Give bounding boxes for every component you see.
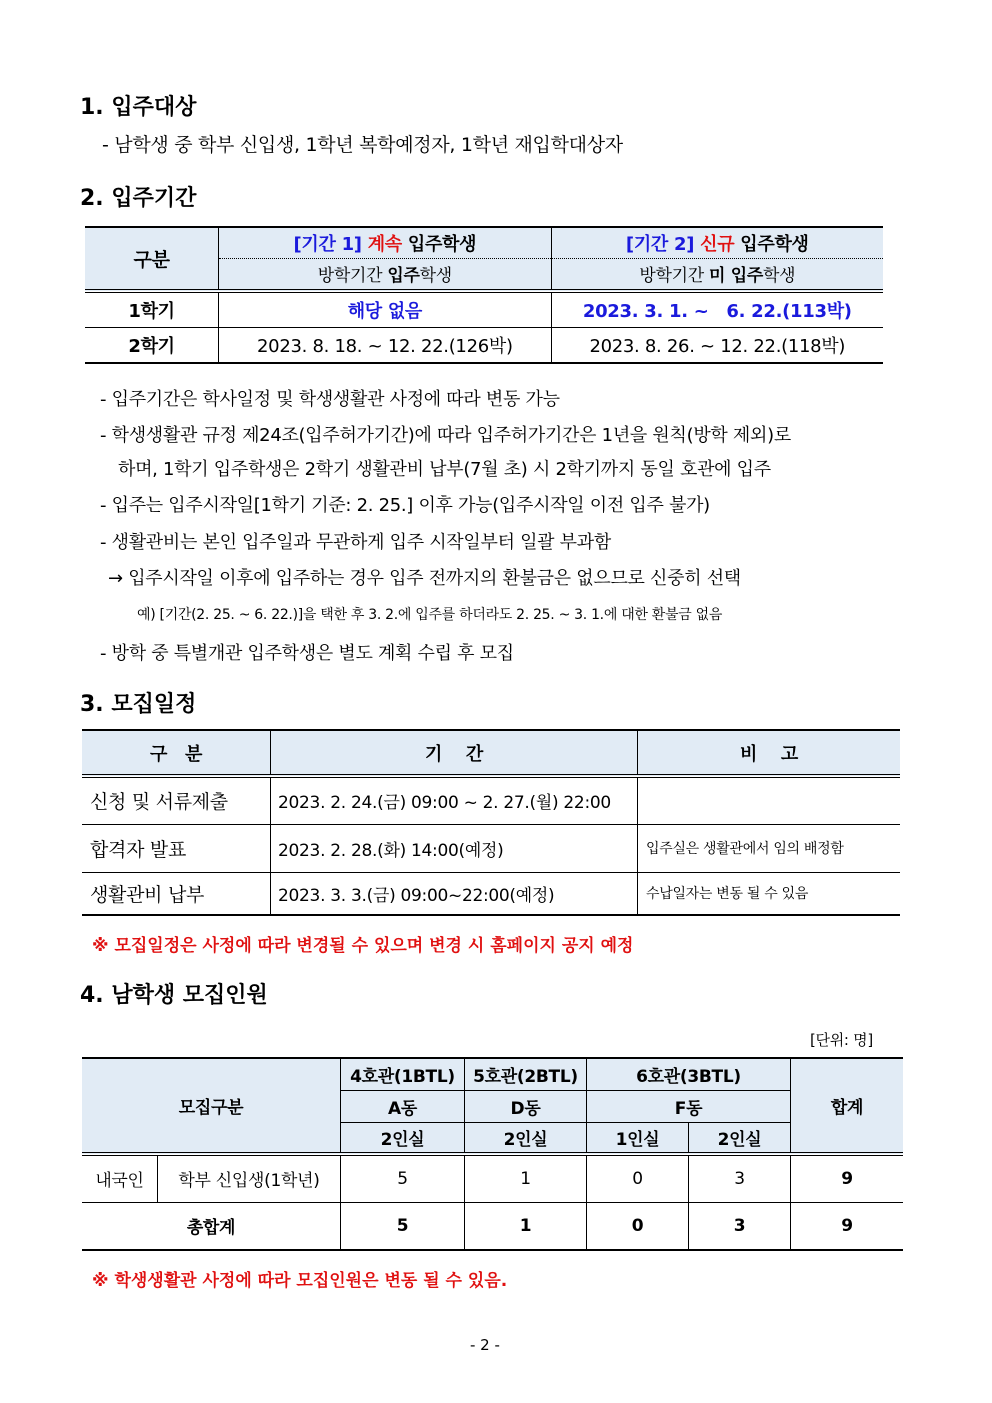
schedule-note: 입주실은 생활관에서 임의 배정함	[638, 824, 901, 872]
section-3-title: 3. 모집일정	[80, 692, 197, 717]
hall-header: 5호관(2BTL)	[465, 1058, 587, 1090]
note-line: - 입주는 입주시작일[1학기 기준: 2. 25.] 이후 가능(입주시작일 이전 입주 불가)	[100, 495, 710, 516]
schedule-period: 2023. 2. 28.(화) 14:00(예정)	[271, 824, 638, 872]
period-table	[85, 226, 883, 364]
page-number: - 2 -	[470, 1336, 500, 1354]
semester-label: 1학기	[85, 291, 219, 327]
note-line: 하며, 1학기 입주학생은 2학기 생활관비 납부(7월 초) 시 2학기까지 동일 호관에 입주	[118, 459, 771, 480]
note-line: - 학생생활관 규정 제24조(입주허가기간)에 따라 입주허가기간은 1년을 원칙(방학 제외)로	[100, 425, 791, 446]
building-header: F동	[587, 1090, 791, 1122]
section-1-bullet: - 남학생 중 학부 신입생, 1학년 복학예정자, 1학년 재입학대상자	[102, 134, 623, 156]
capacity-header-category: 모집구분	[82, 1058, 341, 1154]
schedule-item: 생활관비 납부	[82, 872, 271, 915]
building-header: A동	[341, 1090, 465, 1122]
period-2-header: [기간 2] 신규 입주학생	[551, 227, 883, 258]
capacity-value: 0	[587, 1154, 689, 1202]
schedule-item: 신청 및 서류제출	[82, 776, 271, 824]
period-1-header: [기간 1] 계속 입주학생	[219, 227, 551, 258]
building-header: D동	[465, 1090, 587, 1122]
hall-header: 6호관(3BTL)	[587, 1058, 791, 1090]
capacity-value: 1	[465, 1154, 587, 1202]
note-line: - 생활관비는 본인 입주일과 무관하게 입주 시작일부터 일괄 부과함	[100, 532, 611, 553]
unit-label: [단위: 명]	[810, 1031, 873, 1049]
note-line: - 방학 중 특별개관 입주학생은 별도 계획 수립 후 모집	[100, 643, 514, 664]
note-line: - 입주기간은 학사일정 및 학생생활관 사정에 따라 변동 가능	[100, 389, 560, 410]
period-cell: 해당 없음	[219, 291, 551, 327]
schedule-header-period: 기 간	[271, 730, 638, 776]
section-4-title: 4. 남학생 모집인원	[80, 983, 268, 1008]
schedule-note: 수납일자는 변동 될 수 있음	[638, 872, 901, 915]
schedule-table	[82, 729, 900, 916]
schedule-header-item: 구 분	[82, 730, 271, 776]
semester-label: 2학기	[85, 327, 219, 363]
room-header: 1인실	[587, 1122, 689, 1154]
capacity-group: 내국인	[82, 1154, 158, 1202]
section-1-title: 1. 입주대상	[80, 95, 197, 120]
room-header: 2인실	[465, 1122, 587, 1154]
section-2-title: 2. 입주기간	[80, 186, 197, 211]
schedule-item: 합격자 발표	[82, 824, 271, 872]
period-2-subheader: 방학기간 미 입주학생	[551, 258, 883, 291]
period-1-subheader: 방학기간 입주학생	[219, 258, 551, 291]
grand-total-value: 5	[341, 1202, 465, 1250]
period-table-corner: 구분	[85, 227, 219, 291]
grand-total-value: 1	[465, 1202, 587, 1250]
schedule-period: 2023. 3. 3.(금) 09:00~22:00(예정)	[271, 872, 638, 915]
grand-total-label: 총합계	[82, 1202, 341, 1250]
capacity-value: 3	[689, 1154, 791, 1202]
schedule-header-note: 비 고	[638, 730, 901, 776]
period-cell: 2023. 8. 26. ~ 12. 22.(118박)	[551, 327, 883, 363]
capacity-header-total: 합계	[791, 1058, 904, 1154]
note-line: → 입주시작일 이후에 입주하는 경우 입주 전까지의 환불금은 없으므로 신중히 선택	[108, 568, 741, 589]
room-header: 2인실	[341, 1122, 465, 1154]
grand-total-value: 0	[587, 1202, 689, 1250]
capacity-label: 학부 신입생(1학년)	[158, 1154, 341, 1202]
capacity-warning: ※ 학생생활관 사정에 따라 모집인원은 변동 될 수 있음.	[92, 1271, 508, 1291]
period-cell: 2023. 3. 1. ~ 6. 22.(113박)	[551, 291, 883, 327]
capacity-row-total: 9	[791, 1154, 904, 1202]
period-cell: 2023. 8. 18. ~ 12. 22.(126박)	[219, 327, 551, 363]
schedule-note	[638, 776, 901, 824]
room-header: 2인실	[689, 1122, 791, 1154]
note-example: 예) [기간(2. 25. ~ 6. 22.)]을 택한 후 3. 2.에 입주를 하더라도 2. 25. ~ 3. 1.에 대한 환불금 없음	[137, 607, 723, 623]
schedule-warning: ※ 모집일정은 사정에 따라 변경될 수 있으며 변경 시 홈페이지 공지 예정	[92, 936, 634, 956]
schedule-period: 2023. 2. 24.(금) 09:00 ~ 2. 27.(월) 22:00	[271, 776, 638, 824]
hall-header: 4호관(1BTL)	[341, 1058, 465, 1090]
grand-total-sum: 9	[791, 1202, 904, 1250]
grand-total-value: 3	[689, 1202, 791, 1250]
capacity-value: 5	[341, 1154, 465, 1202]
capacity-table	[82, 1057, 903, 1251]
